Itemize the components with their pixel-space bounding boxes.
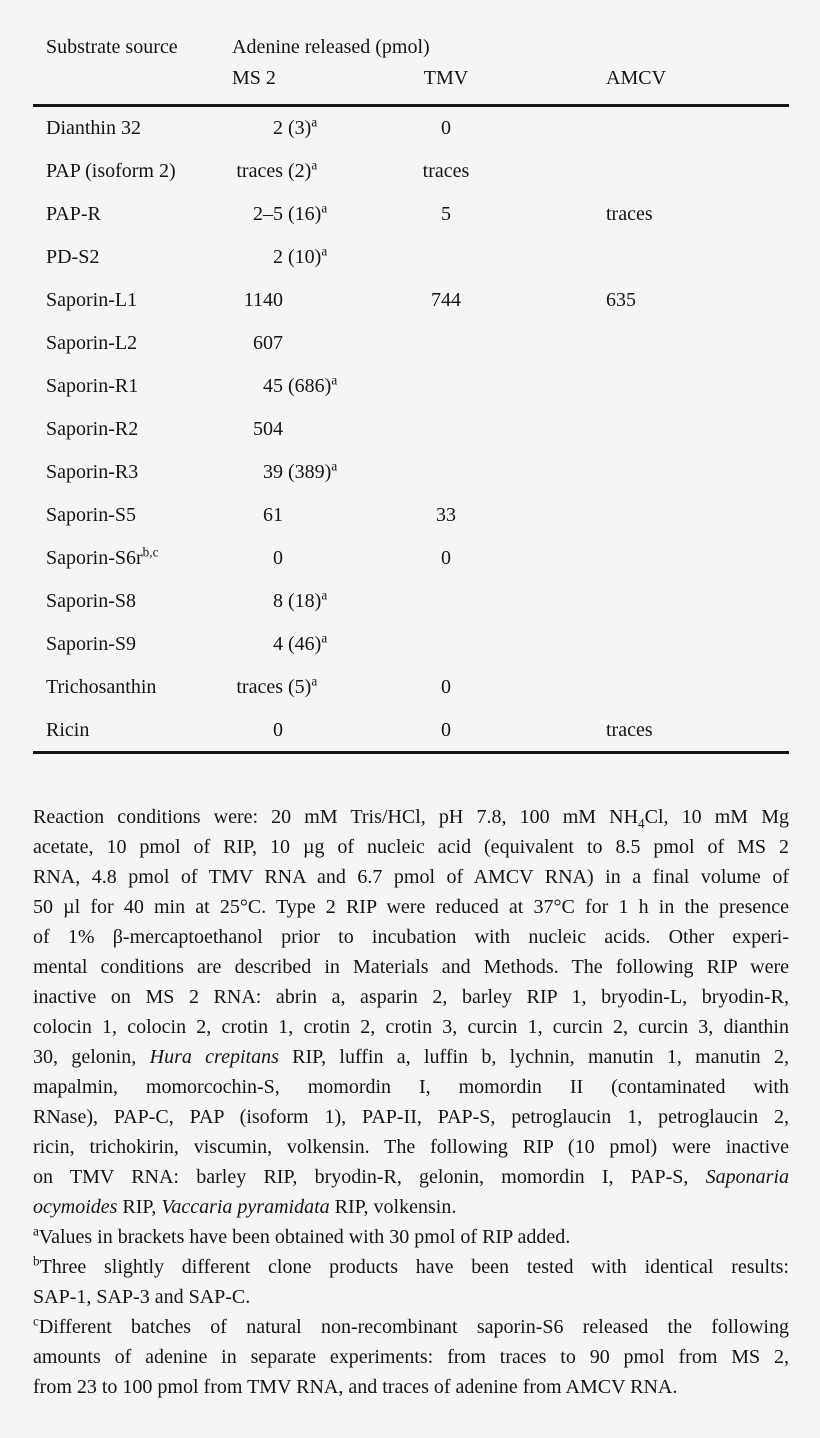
- footnote-line: inactive on MS 2 RNA: abrin a, asparin 2, barley RIP 1, bryodin-L, bryodin-R,: [33, 986, 789, 1008]
- substrate-name: Saporin-R3: [46, 461, 139, 483]
- footnote-line: ricin, trichokirin, viscumin, volkensin. The following RIP (10 pmol) were inactive: [33, 1136, 789, 1158]
- substrate-name: Saporin-$S6r^{b,c}$: [46, 544, 159, 569]
- table-row: [0, 150, 820, 193]
- ms2-value: [232, 709, 283, 752]
- footnote-line: SAP-1, SAP-3 and SAP-C.: [33, 1286, 251, 1308]
- substrate-name: Trichosanthin: [46, 676, 157, 698]
- table-row: [0, 279, 820, 322]
- table-row: [0, 322, 820, 365]
- ms2-value: [232, 365, 337, 408]
- table-row: [0, 494, 820, 537]
- ms2-value-bracket: $(10)^a$: [283, 243, 328, 268]
- ms2-value-main: 2: [273, 117, 283, 139]
- ms2-value-bracket: $(46)^a$: [283, 630, 328, 655]
- ms2-value-main: traces: [236, 160, 283, 182]
- ms2-value: [232, 451, 337, 494]
- footnote-line: ocymoides RIP, Vaccaria pyramidata RIP, volkensin.: [33, 1196, 457, 1218]
- substrate-name: PAP (isoform 2): [46, 160, 176, 182]
- ms2-value: [232, 408, 283, 451]
- table-row: [0, 408, 820, 451]
- substrate-name: Saporin-L2: [46, 332, 138, 354]
- substrate-name: Saporin-R2: [46, 418, 139, 440]
- footnote-line: 50 µl for 40 min at 25°C. Type 2 RIP were reduced at 37°C for 1 h in the presence: [33, 896, 789, 918]
- ms2-value: [232, 236, 327, 279]
- ms2-value-main: 45: [263, 375, 283, 397]
- ms2-value: [232, 623, 327, 666]
- footnote-line: RNA, 4.8 pmol of TMV RNA and 6.7 pmol of AMCV RNA) in a final volume of: [33, 866, 789, 888]
- footnote-line: RNase), PAP-C, PAP (isoform 1), PAP-II, PAP-S, petroglaucin 1, petroglaucin 2,: [33, 1106, 789, 1128]
- ms2-value-main: 8: [273, 590, 283, 612]
- ms2-value-main: 0: [273, 547, 283, 569]
- column-header-substrate-source: Substrate source: [46, 36, 178, 58]
- substrate-name: PAP-R: [46, 203, 101, 225]
- ms2-value: [232, 580, 327, 623]
- table-body: [0, 107, 820, 752]
- table-row: [0, 666, 820, 709]
- tmv-value: 0: [441, 676, 451, 698]
- ms2-value: [232, 193, 327, 236]
- column-header-ms2: MS 2: [232, 67, 276, 89]
- ms2-value: [232, 322, 283, 365]
- footnote-line: from 23 to 100 pmol from TMV RNA, and traces of adenine from AMCV RNA.: [33, 1376, 678, 1398]
- table-row: [0, 580, 820, 623]
- column-header-tmv: TMV: [423, 67, 469, 89]
- ms2-value-bracket: $(5)^a$: [283, 673, 318, 698]
- ms2-value-bracket: $(389)^a$: [283, 458, 338, 483]
- ms2-value-main: 61: [263, 504, 283, 526]
- ms2-value-bracket: $(16)^a$: [283, 200, 328, 225]
- ms2-value-bracket: $(2)^a$: [283, 157, 318, 182]
- footnote-line: $^b$Three slightly different clone products have been tested with identical results:: [33, 1253, 789, 1278]
- ms2-value-main: 2–5: [253, 203, 283, 225]
- ms2-value: [232, 107, 317, 150]
- ms2-value-main: 1140: [243, 289, 283, 311]
- tmv-value: traces: [422, 160, 470, 182]
- ms2-value-bracket: $(18)^a$: [283, 587, 328, 612]
- ms2-value-main: 2: [273, 246, 283, 268]
- substrate-name: Saporin-S8: [46, 590, 136, 612]
- substrate-name: Saporin-S9: [46, 633, 136, 655]
- footnote-line: mapalmin, momorcochin-S, momordin I, momordin II (contaminated with: [33, 1076, 789, 1098]
- tmv-value: 33: [436, 504, 456, 526]
- table-row: [0, 365, 820, 408]
- footnote-line: mental conditions are described in Materials and Methods. The following RIP were: [33, 956, 789, 978]
- substrate-name: PD-S2: [46, 246, 100, 268]
- footnote-line: colocin 1, colocin 2, crotin 1, crotin 2, crotin 3, curcin 1, curcin 2, curcin 3, dianthin: [33, 1016, 789, 1038]
- substrate-name: Saporin-R1: [46, 375, 139, 397]
- footnote-line: amounts of adenine in separate experiments: from traces to 90 pmol from MS 2,: [33, 1346, 789, 1368]
- substrate-name: Ricin: [46, 719, 90, 741]
- ms2-value-main: 39: [263, 461, 283, 483]
- table-row: [0, 537, 820, 580]
- ms2-value-main: 4: [273, 633, 283, 655]
- ms2-value-main: 504: [253, 418, 283, 440]
- ms2-value-bracket: $(686)^a$: [283, 372, 338, 397]
- table-row: [0, 709, 820, 752]
- amcv-value: 635: [606, 289, 636, 311]
- substrate-name: Dianthin 32: [46, 117, 141, 139]
- footnote-line: 30, gelonin, Hura crepitans RIP, luffin a, luffin b, lychnin, manutin 1, manutin 2,: [33, 1046, 789, 1068]
- table-row: [0, 193, 820, 236]
- substrate-name: Saporin-S5: [46, 504, 136, 526]
- tmv-value: 744: [431, 289, 461, 311]
- tmv-value: 0: [441, 117, 451, 139]
- table-row: [0, 623, 820, 666]
- amcv-value: traces: [606, 203, 653, 225]
- ms2-value-main: 607: [253, 332, 283, 354]
- footnote-line: on TMV RNA: barley RIP, bryodin-R, gelonin, momordin I, PAP-S, Saponaria: [33, 1166, 789, 1188]
- footnote-line: Reaction conditions were: 20 mM Tris/HCl, pH 7.8, 100 mM $NH_4Cl$, 10 mM Mg: [33, 806, 789, 831]
- column-group-header-adenine-released: Adenine released (pmol): [232, 36, 430, 58]
- ms2-value-main: traces: [236, 676, 283, 698]
- ms2-value: [232, 279, 283, 322]
- ms2-value-main: 0: [273, 719, 283, 741]
- table-row: [0, 236, 820, 279]
- column-header-amcv: AMCV: [606, 67, 667, 89]
- footnote-line: acetate, 10 pmol of RIP, 10 µg of nucleic acid (equivalent to 8.5 pmol of MS 2: [33, 836, 789, 858]
- table-row: [0, 451, 820, 494]
- ms2-value: [232, 666, 317, 709]
- ms2-value: [232, 537, 283, 580]
- tmv-value: 0: [441, 719, 451, 741]
- ms2-value: [232, 494, 283, 537]
- footnote-line: $^a$Values in brackets have been obtained with 30 pmol of RIP added.: [33, 1223, 571, 1248]
- table-footnotes: [33, 802, 789, 1402]
- footnote-line: $^c$Different batches of natural non-recombinant saporin-S6 released the following: [33, 1313, 789, 1338]
- ms2-value: [232, 150, 317, 193]
- tmv-value: 0: [441, 547, 451, 569]
- substrate-name: Saporin-L1: [46, 289, 138, 311]
- ms2-value-bracket: $(3)^a$: [283, 114, 318, 139]
- amcv-value: traces: [606, 719, 653, 741]
- table-bottom-rule: [33, 751, 789, 754]
- tmv-value: 5: [441, 203, 451, 225]
- table-row: [0, 107, 820, 150]
- footnote-line: of 1% β-mercaptoethanol prior to incubation with nucleic acids. Other experi-: [33, 926, 789, 948]
